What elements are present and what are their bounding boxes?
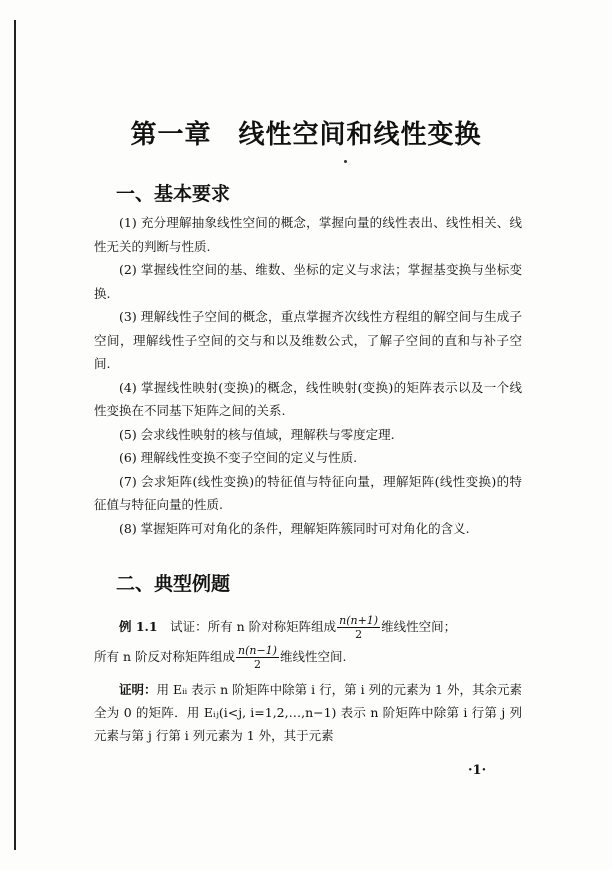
fraction-denominator: 2 bbox=[355, 628, 363, 641]
requirement-item: (7) 会求矩阵(线性变换)的特征值与特征向量，理解矩阵(线性变换)的特征值与特征向量的性质. bbox=[94, 473, 522, 512]
fraction-numerator: n(n−1) bbox=[238, 644, 277, 657]
requirement-item: (2) 掌握线性空间的基、维数、坐标的定义与求法；掌握基变换与坐标变换. bbox=[94, 262, 522, 301]
section-heading-requirements: 一、基本要求 bbox=[116, 183, 231, 205]
example-text-d: 维线性空间. bbox=[279, 649, 347, 664]
requirement-item: (3) 理解线性子空间的概念，重点掌握齐次线性方程组的解空间与生成子空间，理解线性子空间的交与和以及维数公式，了解子空间的直和与补子空间. bbox=[94, 309, 522, 371]
page-number: ·1· bbox=[468, 763, 487, 778]
example-statement-line2 bbox=[94, 642, 522, 672]
requirement-item: (6) 理解线性变换不变子空间的定义与性质. bbox=[119, 450, 358, 465]
requirement-item: (8) 掌握矩阵可对角化的条件，理解矩阵簇同时可对角化的含义. bbox=[119, 520, 470, 536]
example-statement-line1 bbox=[94, 612, 522, 642]
example-block bbox=[94, 612, 522, 747]
fraction-symmetric-dim bbox=[337, 614, 380, 641]
proof-text: 用 Eᵢᵢ 表示 n 阶矩阵中除第 i 行，第 i 列的元素为 1 外，其余元素全为 0 的矩阵．用 Eᵢⱼ(i<j, i=1,2,…,n−1) 表示 n 阶矩阵中除第 i 行第 j 列元素与第 j 行第 i 列元素为 1 外，其于元素 bbox=[94, 682, 522, 743]
example-text-b: 维线性空间； bbox=[381, 619, 457, 634]
proof-paragraph bbox=[94, 678, 522, 747]
print-speck bbox=[344, 160, 347, 163]
chapter-title: 第一章 线性空间和线性变换 bbox=[130, 120, 482, 150]
requirement-item: (1) 充分理解抽象线性空间的概念，掌握向量的线性表出、线性相关、线性无关的判断与性质. bbox=[94, 215, 522, 254]
proof-label: 证明： bbox=[119, 682, 157, 697]
example-label: 例 1.1 bbox=[119, 619, 158, 634]
requirement-item: (4) 掌握线性映射(变换)的概念，线性映射(变换)的矩阵表示以及一个线性变换在不同基下矩阵之间的关系. bbox=[94, 379, 522, 418]
section-heading-examples: 二、典型例题 bbox=[116, 573, 231, 595]
fraction-denominator: 2 bbox=[253, 658, 261, 671]
example-text-a: 试证：所有 n 阶对称矩阵组成 bbox=[170, 619, 337, 634]
example-text-c: 所有 n 阶反对称矩阵组成 bbox=[94, 649, 235, 664]
fraction-antisymmetric-dim bbox=[236, 644, 279, 671]
requirements-list bbox=[94, 211, 522, 540]
fraction-numerator: n(n+1) bbox=[339, 614, 379, 627]
requirement-item: (5) 会求线性映射的核与值域，理解秩与零度定理. bbox=[119, 426, 395, 442]
